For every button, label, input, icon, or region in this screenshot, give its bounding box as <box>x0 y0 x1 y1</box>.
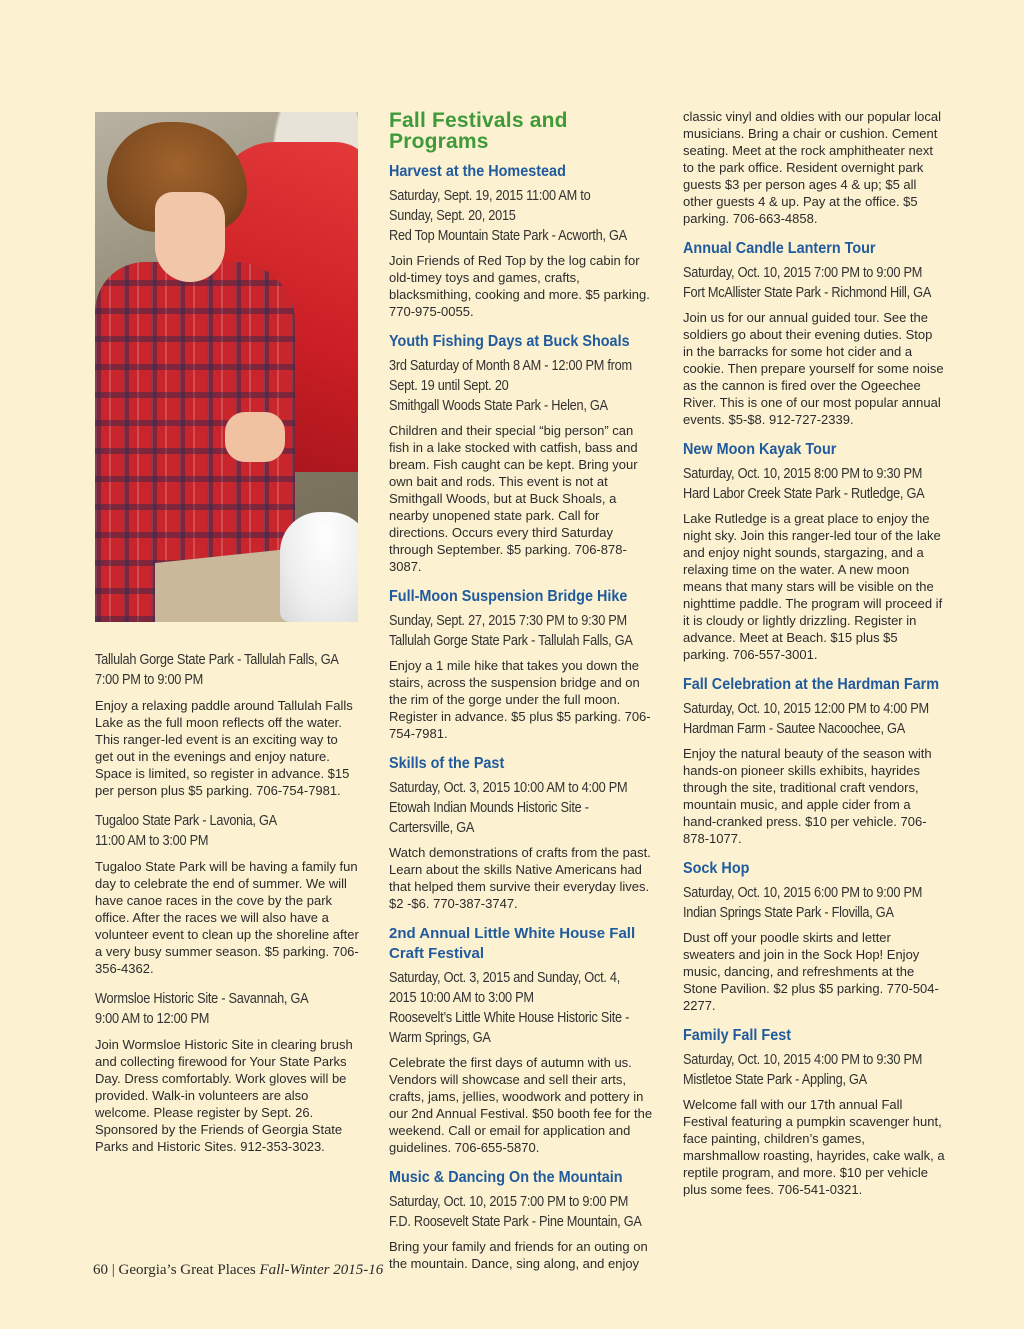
event-entry <box>683 859 945 1014</box>
event-entry <box>389 754 655 912</box>
event-time: 11:00 AM to 3:00 PM <box>95 833 209 849</box>
event-description: Enjoy a 1 mile hike that takes you down the stairs, across the suspension bridge and on the rim of the gorge under the full moon. Register in advance. $5 plus $5 parking. 706-754-7981. <box>389 658 651 741</box>
event-date-line: Saturday, Oct. 10, 2015 4:00 PM to 9:30 PM <box>683 1052 923 1068</box>
event-entry <box>389 162 655 320</box>
event-date-line: Sept. 19 until Sept. 20 <box>389 378 509 394</box>
event-description: Tugaloo State Park will be having a family fun day to celebrate the end of summer. We will have canoe races in the cove by the park office. After the races we will also have a volunteer event to clean up the shoreline after a very busy summer season. $5 parking. 706-356-4362. <box>95 859 359 976</box>
page-footer <box>93 1262 383 1279</box>
issue-name: Fall-Winter 2015-16 <box>259 1262 384 1278</box>
event-title: Fall Celebration at the Hardman Farm <box>683 676 940 693</box>
magazine-name: Georgia’s Great Places <box>118 1262 256 1278</box>
left-item <box>95 989 359 1155</box>
event-entry <box>683 675 945 847</box>
continued-description: classic vinyl and oldies with our popular local musicians. Bring a chair or cushion. Cement seating. Meet at the rock amphitheater next to the park office. Resident overnight park guests $3 per person ages 4 & up; $5 all other guests 4 & up. Pay at the office. $5 parking. 706-663-4858. <box>683 109 941 226</box>
event-entry <box>389 924 655 1156</box>
event-description: Dust off your poodle skirts and letter sweaters and join in the Sock Hop! Enjoy music, dancing, and refreshments at the Stone Pavilion. $2 plus $5 parking. 770-504-2277. <box>683 930 939 1013</box>
event-date-line: Saturday, Oct. 10, 2015 6:00 PM to 9:00 PM <box>683 885 923 901</box>
event-location: Hard Labor Creek State Park - Rutledge, GA <box>683 486 925 502</box>
event-title: New Moon Kayak Tour <box>683 441 837 458</box>
event-location: Indian Springs State Park - Flovilla, GA <box>683 905 894 921</box>
section-title: Fall Festivals and Programs <box>389 109 568 153</box>
event-date-line: 3rd Saturday of Month 8 AM - 12:00 PM from <box>389 358 632 374</box>
event-entry <box>683 440 945 663</box>
event-description: Welcome fall with our 17th annual Fall Festival featuring a pumpkin scavenger hunt, face painting, children’s games, marshmallow roasting, hayrides, cake walk, a reptile program, and more. $10 per vehicle plus some fees. 706-541-0321. <box>683 1097 945 1197</box>
right-column <box>683 108 945 1210</box>
event-description: Watch demonstrations of crafts from the past. Learn about the skills Native Americans had that helped them survive their everyday lives. $2 -$6. 770-387-3747. <box>389 845 651 911</box>
event-title: Skills of the Past <box>389 755 505 772</box>
event-entry <box>683 239 945 428</box>
event-entry <box>683 1026 945 1198</box>
event-description: Enjoy a relaxing paddle around Tallulah Falls Lake as the full moon reflects off the water. This ranger-led event is an exciting way to get out in the evenings and enjoy nature. Space is limited, so register in advance. $15 per person plus $5 parking. 706-754-7981. <box>95 698 353 798</box>
event-location: Etowah Indian Mounds Historic Site - <box>389 800 589 816</box>
event-date-line: Sunday, Sept. 20, 2015 <box>389 208 516 224</box>
page-number: 60 <box>93 1262 108 1278</box>
footer-separator: | <box>111 1262 115 1278</box>
event-date-line: Saturday, Oct. 3, 2015 10:00 AM to 4:00 PM <box>389 780 628 796</box>
event-description: Bring your family and friends for an outing on the mountain. Dance, sing along, and enjoy <box>389 1239 648 1271</box>
event-description: Celebrate the first days of autumn with us. Vendors will showcase and sell their arts, crafts, jams, jellies, woodwork and pottery in our 2nd Annual Festival. $50 booth fee for the weekend. Call or email for application and guidelines. 706-655-5870. <box>389 1055 653 1155</box>
event-location: Tallulah Gorge State Park - Tallulah Falls, GA <box>389 633 633 649</box>
event-description: Join Friends of Red Top by the log cabin for old-timey toys and games, crafts, blacksmithing, cooking and more. $5 parking. 770-975-0055. <box>389 253 650 319</box>
event-location: Mistletoe State Park - Appling, GA <box>683 1072 867 1088</box>
event-location: Fort McAllister State Park - Richmond Hill, GA <box>683 285 932 301</box>
event-location: Hardman Farm - Sautee Nacoochee, GA <box>683 721 905 737</box>
event-entry <box>389 332 655 575</box>
event-location: F.D. Roosevelt State Park - Pine Mountain, GA <box>389 1214 642 1230</box>
event-date-line: Saturday, Oct. 10, 2015 8:00 PM to 9:30 PM <box>683 466 923 482</box>
child-stringing-garland-photo <box>95 112 358 622</box>
event-title: Sock Hop <box>683 860 750 877</box>
event-location: Smithgall Woods State Park - Helen, GA <box>389 398 608 414</box>
event-location: Red Top Mountain State Park - Acworth, GA <box>389 228 627 244</box>
left-item <box>95 811 359 977</box>
event-title: Harvest at the Homestead <box>389 163 566 180</box>
event-title: Family Fall Fest <box>683 1027 792 1044</box>
event-location: Roosevelt’s Little White House Historic Site - <box>389 1010 630 1026</box>
event-date-line: Saturday, Oct. 10, 2015 7:00 PM to 9:00 PM <box>389 1194 629 1210</box>
event-location: Tallulah Gorge State Park - Tallulah Falls, GA <box>95 652 339 668</box>
event-description: Enjoy the natural beauty of the season with hands-on pioneer skills exhibits, hayrides through the site, traditional craft vendors, mountain music, and apple cider from a hand-cranked press. $10 per vehicle. 706-878-1077. <box>683 746 932 846</box>
middle-column <box>389 110 655 1284</box>
event-title: Music & Dancing On the Mountain <box>389 1169 623 1186</box>
event-date-line: Saturday, Sept. 19, 2015 11:00 AM to <box>389 188 591 204</box>
event-date-line: 2015 10:00 AM to 3:00 PM <box>389 990 534 1006</box>
event-description: Join Wormsloe Historic Site in clearing brush and collecting firewood for Your State Parks Day. Dress comfortably. Work gloves will be provided. Walk-in volunteers are also welcome. Please register by Sept. 26. Sponsored by the Friends of Georgia State Parks and Historic Sites. 912-353-3023. <box>95 1037 353 1154</box>
event-description: Children and their special “big person” can fish in a lake stocked with catfish, bass and bream. Fish caught can be kept. Bring your own bait and rods. This event is not at Smithgall Woods, but at Buck Shoals, a nearby unopened state park. Call for directions. Occurs every third Saturday through September. $5 parking. 706-878-3087. <box>389 423 638 574</box>
event-location: Warm Springs, GA <box>389 1030 491 1046</box>
event-date-line: Sunday, Sept. 27, 2015 7:30 PM to 9:30 PM <box>389 613 627 629</box>
event-date-line: Saturday, Oct. 10, 2015 12:00 PM to 4:00 PM <box>683 701 929 717</box>
event-location: Wormsloe Historic Site - Savannah, GA <box>95 991 309 1007</box>
event-time: 9:00 AM to 12:00 PM <box>95 1011 210 1027</box>
event-description: Join us for our annual guided tour. See the soldiers go about their evening duties. Stop in the barracks for some hot cider and a cookie. Then prepare yourself for some noise as the cannon is fired over the Ogeechee River. This is one of our most popular annual events. $5-$8. 912-727-2339. <box>683 310 944 427</box>
left-item <box>95 650 359 799</box>
event-title: 2nd Annual Little White House Fall Craft Festival <box>389 925 636 962</box>
event-title: Full-Moon Suspension Bridge Hike <box>389 588 628 605</box>
event-date-line: Saturday, Oct. 10, 2015 7:00 PM to 9:00 PM <box>683 265 923 281</box>
event-entry <box>389 587 655 742</box>
event-entry <box>389 1168 655 1272</box>
event-time: 7:00 PM to 9:00 PM <box>95 672 204 688</box>
event-date-line: Saturday, Oct. 3, 2015 and Sunday, Oct. 4, <box>389 970 621 986</box>
left-column <box>95 108 359 1167</box>
event-description: Lake Rutledge is a great place to enjoy the night sky. Join this ranger-led tour of the lake and enjoy night sounds, stargazing, and a relaxing time on the water. A new moon means that many stars will be visible on the nighttime paddle. The program will proceed if it is cloudy or lightly drizzling. Register in advance. Meet at Beach. $15 plus $5 parking. 706-557-3001. <box>683 511 943 662</box>
event-location: Tugaloo State Park - Lavonia, GA <box>95 813 277 829</box>
event-location: Cartersville, GA <box>389 820 475 836</box>
event-title: Youth Fishing Days at Buck Shoals <box>389 333 630 350</box>
event-title: Annual Candle Lantern Tour <box>683 240 876 257</box>
